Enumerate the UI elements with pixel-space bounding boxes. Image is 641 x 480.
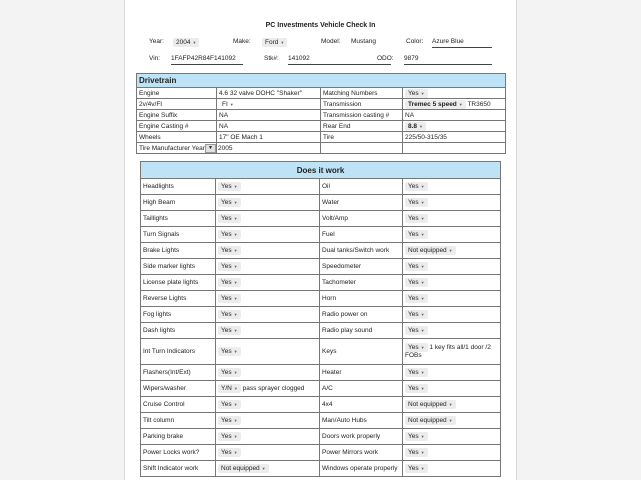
table-row: [141, 323, 501, 339]
cell-label: Fuel: [320, 227, 403, 243]
cell-label: 2v/4v/FI: [137, 99, 217, 110]
page-title: PC Investments Vehicle Check In: [265, 22, 376, 29]
does-it-work-heading: Does it work: [141, 162, 501, 179]
cell-label: Parking brake: [141, 429, 216, 445]
cell-label: Windows operate properly: [320, 461, 403, 477]
cell-value[interactable]: NA: [403, 110, 506, 121]
chevron-down-icon: ▼: [233, 264, 238, 269]
chevron-down-icon: ▼: [233, 232, 238, 237]
cell-label: Rear End: [321, 121, 403, 132]
cell-label: [321, 143, 403, 154]
status-dropdown[interactable]: Yes ▼: [216, 243, 320, 259]
chevron-down-icon: ▼: [420, 344, 425, 350]
make-value: Ford: [265, 39, 279, 47]
chevron-down-icon: ▼: [420, 370, 425, 375]
drivetrain-table: [136, 73, 506, 154]
status-dropdown[interactable]: Yes ▼: [216, 211, 320, 227]
cell-label: Wheels: [137, 132, 217, 143]
cell-label: Tire: [321, 132, 403, 143]
chevron-down-icon: ▼: [420, 200, 425, 205]
stk-label: Stk#:: [264, 55, 279, 62]
cell-label: License plate lights: [141, 275, 216, 291]
table-row: [141, 381, 501, 397]
chevron-down-icon: ▼: [420, 232, 425, 237]
cell-label: Tire Manufacturer Year: [137, 143, 217, 154]
status-dropdown[interactable]: Yes ▼ 1 key fits all/1 door /2 FOBs: [403, 339, 501, 365]
table-row: [141, 195, 501, 211]
chevron-down-icon: ▼: [233, 328, 238, 333]
chevron-down-icon: ▼: [420, 264, 425, 269]
left-margin: [0, 0, 125, 480]
table-row: [141, 307, 501, 323]
cell-note: 1 key fits all/1 door /2 FOBs: [405, 344, 491, 360]
rear-end-dropdown[interactable]: 8.8 ▼: [403, 121, 506, 132]
chevron-down-icon: ▼: [233, 248, 238, 253]
table-row: [141, 275, 501, 291]
vin-field[interactable]: 1FAFP42R84F141092: [171, 55, 243, 65]
cell-value[interactable]: 225/50-315/35: [403, 132, 506, 143]
chevron-down-icon: ▼: [280, 40, 285, 45]
chevron-down-icon: ▼: [448, 402, 453, 407]
cell-label: Wipers/washer: [141, 381, 216, 397]
cell-label: Fog lights: [141, 307, 216, 323]
chevron-down-icon: ▼: [233, 216, 238, 221]
status-dropdown[interactable]: Yes ▼: [403, 381, 501, 397]
table-row: [141, 445, 501, 461]
odo-field[interactable]: 9879: [404, 55, 492, 65]
year-label: Year:: [149, 38, 164, 45]
table-row: [141, 339, 501, 365]
model-field[interactable]: Mustang: [351, 38, 376, 45]
cell-label: Int Turn Indicators: [141, 339, 216, 365]
table-row: [141, 259, 501, 275]
chevron-down-icon: ▼: [233, 296, 238, 301]
cell-label: Power Mirrors work: [320, 445, 403, 461]
chevron-down-icon: ▼: [420, 184, 425, 189]
chevron-down-icon: ▼: [419, 123, 424, 129]
table-row: [141, 413, 501, 429]
make-label: Make:: [233, 38, 251, 45]
does-it-work-table: [140, 161, 501, 477]
status-dropdown[interactable]: Yes ▼: [403, 227, 501, 243]
cell-label: Volt/Amp: [320, 211, 403, 227]
cell-label: 4x4: [320, 397, 403, 413]
chevron-down-icon: ▼: [233, 349, 238, 354]
chevron-down-icon: ▼: [458, 101, 463, 107]
right-margin: [516, 0, 641, 480]
cell-label: Radio power on: [320, 307, 403, 323]
status-dropdown[interactable]: Yes ▼: [216, 307, 320, 323]
cell-label: Flashers(Int/Ext): [141, 365, 216, 381]
cell-label: Man/Auto Hubs: [320, 413, 403, 429]
status-dropdown[interactable]: Yes ▼: [403, 323, 501, 339]
table-row: [141, 227, 501, 243]
cell-label: Doors work properly: [320, 429, 403, 445]
cell-label: Dash lights: [141, 323, 216, 339]
chevron-down-icon: ▼: [420, 216, 425, 221]
chevron-down-icon: ▼: [233, 280, 238, 285]
cell-label: Transmission casting #: [321, 110, 403, 121]
cell-label: Matching Numbers: [321, 88, 403, 99]
cell-label: Radio play sound: [320, 323, 403, 339]
cell-value[interactable]: [403, 143, 506, 154]
status-dropdown[interactable]: Not equipped ▼: [403, 413, 501, 429]
cell-label: Shift Indicator work: [141, 461, 216, 477]
chevron-down-icon: ▼: [448, 248, 453, 253]
status-dropdown[interactable]: Yes ▼: [216, 323, 320, 339]
cell-label: A/C: [320, 381, 403, 397]
status-dropdown[interactable]: Yes ▼: [216, 365, 320, 381]
cell-label: Tilt column: [141, 413, 216, 429]
chevron-down-icon: ▼: [420, 280, 425, 285]
cell-label: Engine Suffix: [137, 110, 217, 121]
table-row: [141, 397, 501, 413]
chevron-down-icon: ▼: [261, 466, 266, 471]
chevron-down-icon: ▼: [448, 418, 453, 423]
cell-label: Power Locks work?: [141, 445, 216, 461]
cell-label: Cruise Control: [141, 397, 216, 413]
table-row: [137, 99, 506, 110]
table-row: [141, 291, 501, 307]
cell-value[interactable]: 17" OE Mach 1: [217, 132, 321, 143]
cell-label: Transmission: [321, 99, 403, 110]
chevron-down-icon: ▼: [233, 434, 238, 439]
chevron-down-icon: ▼: [233, 418, 238, 423]
cell-label: Taillights: [141, 211, 216, 227]
cell-note: pass sprayer clogged: [242, 385, 305, 393]
chevron-down-icon: ▼: [233, 370, 238, 375]
chevron-down-icon: ▼: [233, 200, 238, 205]
cell-label: Brake Lights: [141, 243, 216, 259]
cell-label: Heater: [320, 365, 403, 381]
status-dropdown[interactable]: Not equipped ▼: [403, 243, 501, 259]
stk-field[interactable]: 141092: [288, 55, 391, 65]
color-label: Color:: [406, 38, 424, 45]
status-dropdown[interactable]: Yes ▼: [403, 291, 501, 307]
matching-numbers-dropdown[interactable]: Yes ▼: [403, 88, 506, 99]
status-dropdown[interactable]: Yes ▼: [216, 445, 320, 461]
status-dropdown[interactable]: Yes ▼: [216, 429, 320, 445]
transmission-code: TR3650: [467, 100, 491, 108]
cell-label: Engine Casting #: [137, 121, 217, 132]
cell-label: Horn: [320, 291, 403, 307]
chevron-down-icon: ▼: [233, 184, 238, 189]
status-dropdown[interactable]: Yes ▼: [403, 275, 501, 291]
cell-label: Water: [320, 195, 403, 211]
chevron-down-icon: ▼: [192, 40, 197, 45]
make-dropdown[interactable]: [262, 38, 287, 47]
year-dropdown[interactable]: [173, 38, 199, 47]
status-dropdown[interactable]: Yes ▼: [403, 461, 501, 477]
status-dropdown[interactable]: Yes ▼: [403, 211, 501, 227]
status-dropdown[interactable]: Y/N ▼ pass sprayer clogged: [216, 381, 320, 397]
table-row: [141, 365, 501, 381]
status-dropdown[interactable]: Yes ▼: [216, 339, 320, 365]
cell-label: Keys: [320, 339, 403, 365]
cell-label: Turn Signals: [141, 227, 216, 243]
status-dropdown[interactable]: Yes ▼: [216, 227, 320, 243]
cell-label: Dual tanks/Switch work: [320, 243, 403, 259]
cell-value[interactable]: NA: [217, 121, 321, 132]
model-label: Model:: [321, 38, 341, 45]
status-dropdown[interactable]: Yes ▼: [216, 275, 320, 291]
year-value: 2004: [176, 39, 191, 47]
fuel-system-dropdown[interactable]: FI ▼: [217, 99, 321, 110]
chevron-down-icon: ▼: [420, 90, 425, 96]
table-row: [141, 211, 501, 227]
table-row: [137, 88, 506, 99]
chevron-down-icon: ▼: [420, 434, 425, 439]
chevron-down-icon: ▼: [229, 101, 234, 107]
status-dropdown[interactable]: Yes ▼: [216, 291, 320, 307]
chevron-down-icon: ▼: [233, 312, 238, 317]
table-row: [137, 121, 506, 132]
status-dropdown[interactable]: Yes ▼: [403, 179, 501, 195]
chevron-down-icon: ▼: [233, 450, 238, 455]
vehicle-header: [125, 0, 516, 70]
chevron-down-icon: ▼: [420, 466, 425, 471]
status-dropdown[interactable]: Yes ▼: [216, 179, 320, 195]
status-dropdown[interactable]: Yes ▼: [403, 307, 501, 323]
table-row: [137, 132, 506, 143]
status-dropdown[interactable]: Yes ▼: [403, 429, 501, 445]
cell-label: Side marker lights: [141, 259, 216, 275]
status-dropdown[interactable]: Not equipped ▼: [403, 397, 501, 413]
cell-dropdown-tab-icon[interactable]: ▼: [205, 144, 216, 153]
status-dropdown[interactable]: Not equipped ▼: [216, 461, 320, 477]
table-row: [141, 429, 501, 445]
transmission-dropdown[interactable]: Tremec 5 speed ▼ TR3650: [403, 99, 506, 110]
spreadsheet-page: [125, 0, 516, 480]
table-row: [141, 461, 501, 477]
table-row: [137, 143, 506, 154]
chevron-down-icon: ▼: [420, 386, 425, 391]
cell-value[interactable]: 4.6 32 valve DOHC "Shaker": [217, 88, 321, 99]
cell-label: Speedometer: [320, 259, 403, 275]
table-row: [137, 110, 506, 121]
status-dropdown[interactable]: Yes ▼: [216, 413, 320, 429]
table-row: [141, 243, 501, 259]
odo-label: ODO:: [377, 55, 394, 62]
chevron-down-icon: ▼: [420, 296, 425, 301]
status-dropdown[interactable]: Yes ▼: [403, 365, 501, 381]
chevron-down-icon: ▼: [420, 450, 425, 455]
status-dropdown[interactable]: Yes ▼: [216, 195, 320, 211]
cell-value[interactable]: NA: [217, 110, 321, 121]
color-field[interactable]: Azure Blue: [432, 38, 492, 48]
cell-label: Tachometer: [320, 275, 403, 291]
status-dropdown[interactable]: Yes ▼: [216, 397, 320, 413]
cell-label: Headlights: [141, 179, 216, 195]
status-dropdown[interactable]: Yes ▼: [403, 445, 501, 461]
chevron-down-icon: ▼: [233, 386, 238, 391]
chevron-down-icon: ▼: [420, 328, 425, 333]
cell-label: Oil: [320, 179, 403, 195]
status-dropdown[interactable]: Yes ▼: [216, 259, 320, 275]
status-dropdown[interactable]: Yes ▼: [403, 259, 501, 275]
drivetrain-heading: Drivetrain: [137, 74, 506, 88]
vin-label: Vin:: [149, 55, 161, 62]
status-dropdown[interactable]: Yes ▼: [403, 195, 501, 211]
table-row: [141, 179, 501, 195]
chevron-down-icon: ▼: [233, 402, 238, 407]
cell-label: Engine: [137, 88, 217, 99]
chevron-down-icon: ▼: [420, 312, 425, 317]
cell-label: Reverse Lights: [141, 291, 216, 307]
cell-value[interactable]: ▼ 2005: [217, 143, 321, 154]
cell-label: High Beam: [141, 195, 216, 211]
